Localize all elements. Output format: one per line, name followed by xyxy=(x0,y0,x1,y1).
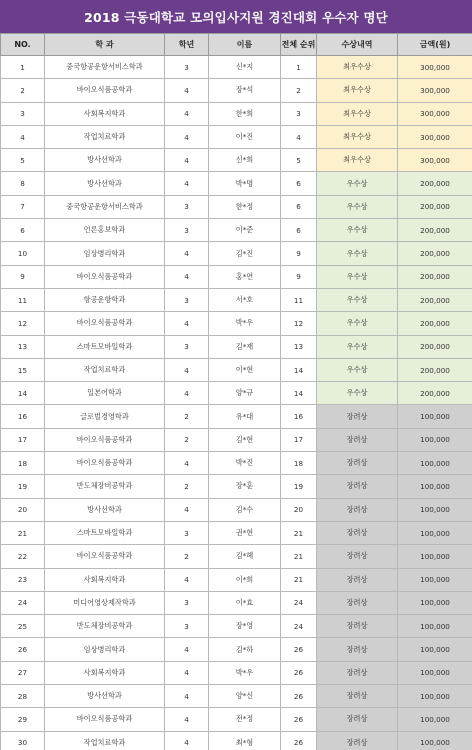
table-row xyxy=(1,685,472,708)
cell-department: 반도체장비공학과 xyxy=(45,615,165,638)
cell-grade: 4 xyxy=(165,731,209,750)
cell-overall-rank: 26 xyxy=(281,708,317,731)
cell-department: 바이오식품공학과 xyxy=(45,265,165,288)
cell-overall-rank: 20 xyxy=(281,498,317,521)
cell-overall-rank: 11 xyxy=(281,288,317,311)
cell-no: 10 xyxy=(1,242,45,265)
cell-award: 최우수상 xyxy=(317,125,398,148)
cell-no: 23 xyxy=(1,568,45,591)
cell-amount: 200,000 xyxy=(398,312,472,335)
cell-department: 사회복지학과 xyxy=(45,661,165,684)
cell-award: 장려상 xyxy=(317,475,398,498)
table-body xyxy=(1,56,472,750)
cell-overall-rank: 5 xyxy=(281,149,317,172)
sheet-title xyxy=(0,0,472,33)
cell-grade: 4 xyxy=(165,358,209,381)
cell-name: 이*진 xyxy=(209,125,281,148)
cell-department: 바이오식품공학과 xyxy=(45,79,165,102)
cell-award: 우수상 xyxy=(317,288,398,311)
cell-amount: 200,000 xyxy=(398,335,472,358)
cell-name: 김*진 xyxy=(209,242,281,265)
cell-grade: 3 xyxy=(165,195,209,218)
cell-overall-rank: 26 xyxy=(281,638,317,661)
cell-name: 이*준 xyxy=(209,219,281,242)
cell-amount: 300,000 xyxy=(398,79,472,102)
cell-award: 장려상 xyxy=(317,661,398,684)
cell-overall-rank: 12 xyxy=(281,312,317,335)
table-row xyxy=(1,521,472,544)
cell-award: 장려상 xyxy=(317,638,398,661)
cell-no: 20 xyxy=(1,498,45,521)
cell-award: 장려상 xyxy=(317,521,398,544)
table-row xyxy=(1,149,472,172)
cell-department: 항공운항학과 xyxy=(45,288,165,311)
cell-grade: 2 xyxy=(165,545,209,568)
cell-grade: 2 xyxy=(165,405,209,428)
cell-name: 김*수 xyxy=(209,498,281,521)
cell-award: 장려상 xyxy=(317,708,398,731)
cell-amount: 100,000 xyxy=(398,708,472,731)
cell-department: 미디어영상제작학과 xyxy=(45,591,165,614)
cell-grade: 4 xyxy=(165,242,209,265)
cell-grade: 4 xyxy=(165,452,209,475)
cell-no: 24 xyxy=(1,591,45,614)
cell-amount: 100,000 xyxy=(398,405,472,428)
cell-department: 작업치료학과 xyxy=(45,731,165,750)
cell-amount: 100,000 xyxy=(398,615,472,638)
cell-overall-rank: 18 xyxy=(281,452,317,475)
cell-no: 19 xyxy=(1,475,45,498)
cell-department: 방사선학과 xyxy=(45,172,165,195)
cell-grade: 4 xyxy=(165,265,209,288)
cell-award: 최우수상 xyxy=(317,149,398,172)
cell-grade: 4 xyxy=(165,568,209,591)
cell-overall-rank: 26 xyxy=(281,661,317,684)
cell-no: 9 xyxy=(1,265,45,288)
cell-overall-rank: 6 xyxy=(281,219,317,242)
cell-department: 바이오식품공학과 xyxy=(45,545,165,568)
cell-overall-rank: 21 xyxy=(281,568,317,591)
cell-department: 중국항공운항서비스학과 xyxy=(45,195,165,218)
cell-no: 7 xyxy=(1,195,45,218)
cell-overall-rank: 6 xyxy=(281,172,317,195)
cell-name: 이*현 xyxy=(209,358,281,381)
cell-grade: 3 xyxy=(165,615,209,638)
cell-grade: 3 xyxy=(165,591,209,614)
cell-grade: 4 xyxy=(165,125,209,148)
cell-grade: 2 xyxy=(165,475,209,498)
cell-amount: 200,000 xyxy=(398,242,472,265)
cell-amount: 100,000 xyxy=(398,638,472,661)
table-row xyxy=(1,731,472,750)
cell-overall-rank: 26 xyxy=(281,685,317,708)
cell-no: 21 xyxy=(1,521,45,544)
cell-department: 임상병리학과 xyxy=(45,242,165,265)
header-overall-rank: 전체 순위 xyxy=(281,34,317,56)
table-row xyxy=(1,79,472,102)
awardee-table xyxy=(0,33,472,750)
cell-no: 15 xyxy=(1,358,45,381)
cell-overall-rank: 9 xyxy=(281,265,317,288)
cell-no: 14 xyxy=(1,382,45,405)
cell-name: 한*정 xyxy=(209,195,281,218)
table-row xyxy=(1,405,472,428)
cell-amount: 100,000 xyxy=(398,428,472,451)
header-department: 학 과 xyxy=(45,34,165,56)
cell-no: 6 xyxy=(1,219,45,242)
cell-amount: 300,000 xyxy=(398,102,472,125)
cell-amount: 100,000 xyxy=(398,498,472,521)
cell-no: 25 xyxy=(1,615,45,638)
cell-overall-rank: 21 xyxy=(281,521,317,544)
table-row xyxy=(1,195,472,218)
cell-grade: 4 xyxy=(165,382,209,405)
cell-grade: 2 xyxy=(165,428,209,451)
cell-grade: 4 xyxy=(165,638,209,661)
cell-grade: 4 xyxy=(165,685,209,708)
cell-grade: 4 xyxy=(165,172,209,195)
cell-name: 이*희 xyxy=(209,568,281,591)
header-name: 이름 xyxy=(209,34,281,56)
cell-award: 최우수상 xyxy=(317,79,398,102)
cell-department: 바이오식품공학과 xyxy=(45,428,165,451)
cell-name: 장*훈 xyxy=(209,475,281,498)
cell-department: 바이오식품공학과 xyxy=(45,452,165,475)
table-row xyxy=(1,661,472,684)
cell-overall-rank: 6 xyxy=(281,195,317,218)
cell-amount: 300,000 xyxy=(398,56,472,79)
cell-amount: 100,000 xyxy=(398,475,472,498)
cell-amount: 100,000 xyxy=(398,591,472,614)
table-row xyxy=(1,428,472,451)
table-row xyxy=(1,498,472,521)
cell-no: 22 xyxy=(1,545,45,568)
cell-department: 중국항공운항서비스학과 xyxy=(45,56,165,79)
table-row xyxy=(1,475,472,498)
cell-name: 장*석 xyxy=(209,79,281,102)
cell-no: 27 xyxy=(1,661,45,684)
table-row xyxy=(1,56,472,79)
cell-award: 장려상 xyxy=(317,685,398,708)
cell-name: 박*우 xyxy=(209,661,281,684)
cell-award: 장려상 xyxy=(317,452,398,475)
cell-amount: 200,000 xyxy=(398,358,472,381)
cell-name: 양*규 xyxy=(209,382,281,405)
cell-name: 박*진 xyxy=(209,452,281,475)
cell-overall-rank: 2 xyxy=(281,79,317,102)
cell-award: 장려상 xyxy=(317,615,398,638)
table-row xyxy=(1,545,472,568)
cell-grade: 4 xyxy=(165,708,209,731)
cell-department: 방사선학과 xyxy=(45,498,165,521)
table-row xyxy=(1,615,472,638)
cell-no: 16 xyxy=(1,405,45,428)
cell-no: 26 xyxy=(1,638,45,661)
cell-grade: 3 xyxy=(165,335,209,358)
cell-name: 김*하 xyxy=(209,638,281,661)
cell-name: 이*효 xyxy=(209,591,281,614)
cell-no: 17 xyxy=(1,428,45,451)
cell-amount: 100,000 xyxy=(398,521,472,544)
cell-award: 장려상 xyxy=(317,545,398,568)
cell-department: 방사선학과 xyxy=(45,149,165,172)
cell-amount: 100,000 xyxy=(398,685,472,708)
table-row xyxy=(1,312,472,335)
cell-name: 최*형 xyxy=(209,731,281,750)
sheet-title-text: 2018 극동대학교 모의입사지원 경진대회 우수자 명단 xyxy=(84,9,388,25)
cell-award: 장려상 xyxy=(317,568,398,591)
cell-department: 사회복지학과 xyxy=(45,102,165,125)
cell-overall-rank: 21 xyxy=(281,545,317,568)
table-row xyxy=(1,265,472,288)
cell-department: 스마트모바일학과 xyxy=(45,335,165,358)
table-row xyxy=(1,172,472,195)
header-grade: 학년 xyxy=(165,34,209,56)
cell-award: 우수상 xyxy=(317,265,398,288)
cell-grade: 4 xyxy=(165,661,209,684)
cell-grade: 3 xyxy=(165,521,209,544)
table-row xyxy=(1,335,472,358)
cell-overall-rank: 3 xyxy=(281,102,317,125)
cell-overall-rank: 14 xyxy=(281,358,317,381)
table-header-row xyxy=(1,34,472,56)
cell-amount: 100,000 xyxy=(398,731,472,750)
cell-amount: 300,000 xyxy=(398,125,472,148)
cell-no: 30 xyxy=(1,731,45,750)
cell-overall-rank: 14 xyxy=(281,382,317,405)
cell-name: 박*우 xyxy=(209,312,281,335)
table-row xyxy=(1,382,472,405)
cell-award: 우수상 xyxy=(317,335,398,358)
cell-grade: 3 xyxy=(165,219,209,242)
cell-name: 한*희 xyxy=(209,102,281,125)
cell-overall-rank: 26 xyxy=(281,731,317,750)
cell-grade: 4 xyxy=(165,498,209,521)
table-row xyxy=(1,219,472,242)
cell-grade: 4 xyxy=(165,149,209,172)
cell-amount: 100,000 xyxy=(398,661,472,684)
table-row xyxy=(1,358,472,381)
cell-grade: 3 xyxy=(165,56,209,79)
cell-department: 바이오식품공학과 xyxy=(45,312,165,335)
cell-amount: 200,000 xyxy=(398,219,472,242)
table-row xyxy=(1,452,472,475)
cell-award: 우수상 xyxy=(317,195,398,218)
cell-name: 김*혜 xyxy=(209,545,281,568)
cell-amount: 200,000 xyxy=(398,195,472,218)
cell-award: 우수상 xyxy=(317,312,398,335)
cell-amount: 200,000 xyxy=(398,265,472,288)
cell-award: 우수상 xyxy=(317,219,398,242)
header-no: NO. xyxy=(1,34,45,56)
cell-award: 우수상 xyxy=(317,242,398,265)
cell-department: 작업치료학과 xyxy=(45,125,165,148)
cell-no: 12 xyxy=(1,312,45,335)
cell-amount: 200,000 xyxy=(398,382,472,405)
cell-grade: 4 xyxy=(165,312,209,335)
cell-amount: 100,000 xyxy=(398,452,472,475)
cell-department: 글로벌경영학과 xyxy=(45,405,165,428)
cell-name: 양*신 xyxy=(209,685,281,708)
cell-no: 13 xyxy=(1,335,45,358)
cell-award: 우수상 xyxy=(317,382,398,405)
header-amount: 금액(원) xyxy=(398,34,472,56)
cell-amount: 200,000 xyxy=(398,288,472,311)
cell-grade: 4 xyxy=(165,102,209,125)
cell-grade: 3 xyxy=(165,288,209,311)
cell-overall-rank: 13 xyxy=(281,335,317,358)
cell-award: 장려상 xyxy=(317,591,398,614)
cell-department: 스마트모바일학과 xyxy=(45,521,165,544)
cell-award: 최우수상 xyxy=(317,56,398,79)
cell-department: 작업치료학과 xyxy=(45,358,165,381)
cell-overall-rank: 24 xyxy=(281,591,317,614)
cell-department: 반도체장비공학과 xyxy=(45,475,165,498)
table-row xyxy=(1,102,472,125)
table-row xyxy=(1,591,472,614)
cell-department: 임상병리학과 xyxy=(45,638,165,661)
cell-department: 사회복지학과 xyxy=(45,568,165,591)
cell-name: 서*호 xyxy=(209,288,281,311)
cell-amount: 300,000 xyxy=(398,149,472,172)
cell-name: 유*대 xyxy=(209,405,281,428)
table-row xyxy=(1,125,472,148)
cell-no: 11 xyxy=(1,288,45,311)
cell-name: 전*정 xyxy=(209,708,281,731)
cell-name: 김*현 xyxy=(209,428,281,451)
header-award: 수상내역 xyxy=(317,34,398,56)
cell-name: 신*희 xyxy=(209,149,281,172)
cell-no: 5 xyxy=(1,149,45,172)
cell-no: 1 xyxy=(1,56,45,79)
cell-award: 장려상 xyxy=(317,731,398,750)
cell-award: 우수상 xyxy=(317,172,398,195)
cell-no: 29 xyxy=(1,708,45,731)
cell-overall-rank: 19 xyxy=(281,475,317,498)
cell-overall-rank: 24 xyxy=(281,615,317,638)
table-row xyxy=(1,568,472,591)
table-row xyxy=(1,242,472,265)
cell-no: 4 xyxy=(1,125,45,148)
cell-no: 28 xyxy=(1,685,45,708)
cell-grade: 4 xyxy=(165,79,209,102)
cell-award: 장려상 xyxy=(317,428,398,451)
cell-department: 방사선학과 xyxy=(45,685,165,708)
cell-overall-rank: 17 xyxy=(281,428,317,451)
cell-award: 장려상 xyxy=(317,405,398,428)
cell-name: 홍*연 xyxy=(209,265,281,288)
cell-no: 2 xyxy=(1,79,45,102)
table-row xyxy=(1,638,472,661)
cell-award: 최우수상 xyxy=(317,102,398,125)
cell-no: 8 xyxy=(1,172,45,195)
cell-department: 바이오식품공학과 xyxy=(45,708,165,731)
cell-amount: 100,000 xyxy=(398,568,472,591)
cell-name: 권*현 xyxy=(209,521,281,544)
cell-overall-rank: 16 xyxy=(281,405,317,428)
cell-name: 박*명 xyxy=(209,172,281,195)
cell-amount: 200,000 xyxy=(398,172,472,195)
cell-no: 18 xyxy=(1,452,45,475)
cell-amount: 100,000 xyxy=(398,545,472,568)
cell-award: 우수상 xyxy=(317,358,398,381)
cell-department: 일본어학과 xyxy=(45,382,165,405)
cell-name: 김*재 xyxy=(209,335,281,358)
cell-overall-rank: 1 xyxy=(281,56,317,79)
cell-overall-rank: 9 xyxy=(281,242,317,265)
table-row xyxy=(1,288,472,311)
cell-overall-rank: 4 xyxy=(281,125,317,148)
table-row xyxy=(1,708,472,731)
cell-department: 언론홍보학과 xyxy=(45,219,165,242)
cell-award: 장려상 xyxy=(317,498,398,521)
cell-no: 3 xyxy=(1,102,45,125)
cell-name: 신*지 xyxy=(209,56,281,79)
cell-name: 장*영 xyxy=(209,615,281,638)
